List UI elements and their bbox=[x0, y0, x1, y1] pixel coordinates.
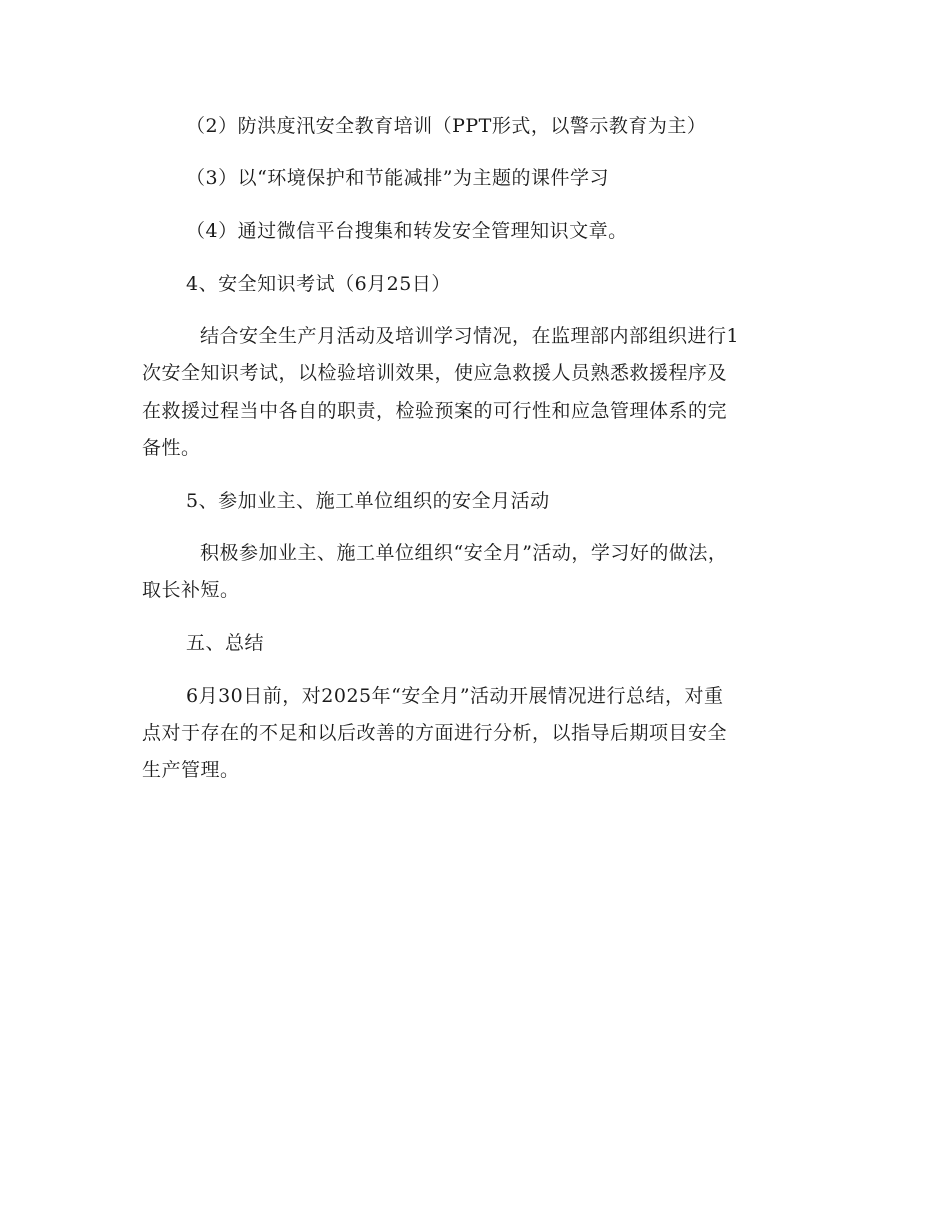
summary-para-line: 6月30日前，对2025年“安全月”活动开展情况进行总结，对重 bbox=[186, 685, 724, 707]
section-4-para-line: 备性。 bbox=[142, 437, 201, 459]
section-5-para-line: 积极参加业主、施工单位组织“安全月”活动，学习好的做法， bbox=[200, 542, 728, 564]
section-4-para-line: 在救援过程当中各自的职责，检验预案的可行性和应急管理体系的完 bbox=[142, 400, 728, 422]
list-item-3: （3）以“环境保护和节能减排”为主题的课件学习 bbox=[186, 167, 610, 189]
list-item-2: （2）防洪度汛安全教育培训（PPT形式，以警示教育为主） bbox=[186, 115, 707, 137]
section-4-heading: 4、安全知识考试（6月25日） bbox=[186, 273, 451, 295]
section-4-para-line: 结合安全生产月活动及培训学习情况，在监理部内部组织进行1 bbox=[200, 325, 740, 347]
list-item-4: （4）通过微信平台搜集和转发安全管理知识文章。 bbox=[186, 220, 628, 242]
summary-para-line: 点对于存在的不足和以后改善的方面进行分析，以指导后期项目安全 bbox=[142, 722, 728, 744]
section-5-heading: 5、参加业主、施工单位组织的安全月活动 bbox=[186, 490, 550, 512]
summary-para-line: 生产管理。 bbox=[142, 759, 240, 781]
section-5-para-line: 取长补短。 bbox=[142, 579, 240, 601]
section-4-para-line: 次安全知识考试，以检验培训效果，使应急救援人员熟悉救援程序及 bbox=[142, 362, 728, 384]
summary-heading: 五、总结 bbox=[186, 632, 265, 654]
